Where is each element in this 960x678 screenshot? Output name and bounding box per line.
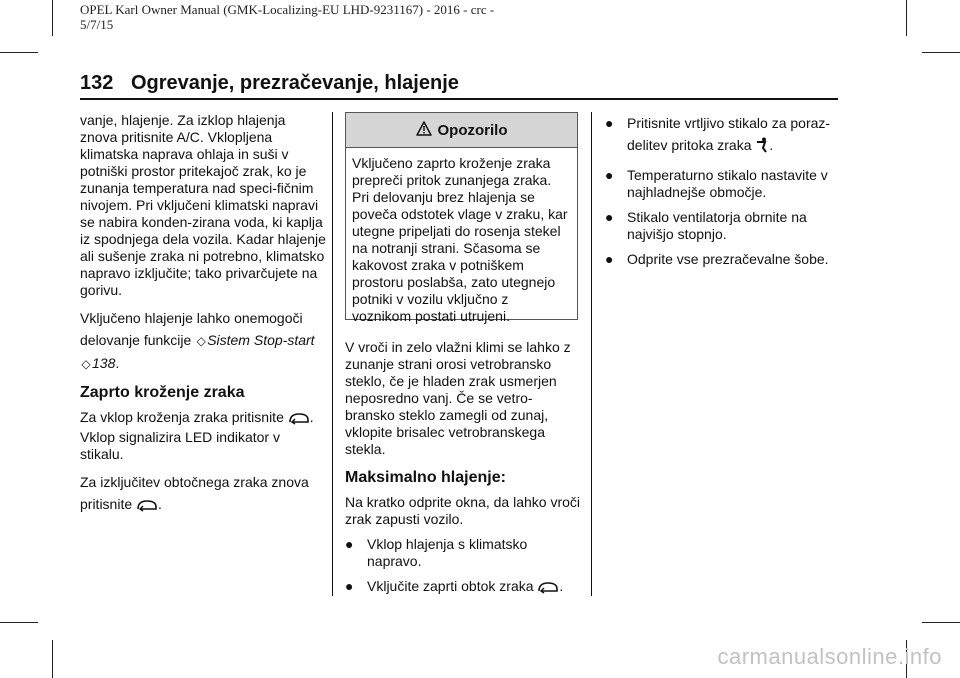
warning-icon	[416, 121, 432, 140]
page-number: 132	[80, 72, 114, 94]
meta-line-2: 5/7/15	[80, 17, 114, 32]
paragraph: vanje, hlajenje. Za izklop hlajenja znova pritisnite A/C. Vklopljena klimatska naprava ohlaja in suši v potniški prostor pritekajoč zrak, ko je zunanja temperatura nad speci-fičnim nivojem. Pri vključeni klimatski napravi se nabira konden-zirana voda, ki kaplja iz spodnjega dela vozila. Kadar hlajenje ali sušenje zraka ni potrebno, klimatsko napravo izklјučite; tako privarčujete na gorivu.	[80, 112, 326, 298]
crop-mark	[922, 622, 960, 623]
paragraph: V vroči in zelo vlažni klimi se lahko z zunanje strani orosi vetrobransko steklo, če je hladen zrak usmerjen neposredno vanj. Če se vetro-bransko steklo zamegli od zunaj, vklopite brisalec vetrobranskega stekla.	[345, 339, 571, 457]
column-1	[80, 112, 326, 526]
paragraph	[80, 307, 326, 375]
paragraph-text: Za vklop kroženja zraka pritisnite	[80, 409, 284, 425]
bullet-icon: ●	[605, 115, 614, 131]
paragraph-text: Za izključitev obtočnega zraka znova pritisnite	[80, 474, 309, 512]
warning-box	[345, 112, 578, 324]
list-item-text: Odprite vse prezračevalne šobe.	[627, 251, 829, 267]
list-item-text: Pritisnite vrtljivo stikalo za poraz-delitev pritoka zraka	[627, 115, 831, 153]
paragraph-text: Vključeno hlajenje lahko onemogoči delovanje funkcije	[80, 310, 303, 348]
list-item	[605, 112, 841, 159]
reference-arrow-icon: ◇	[81, 357, 91, 371]
watermark: carmanualsonline.info	[717, 644, 942, 669]
list-item-text: Stikalo ventilatorja obrnite na najvišjo stopnjo.	[627, 209, 807, 242]
crop-mark	[0, 52, 38, 53]
column-divider	[332, 112, 333, 596]
crop-mark	[0, 622, 38, 623]
list-item	[605, 209, 841, 243]
air-distribution-icon	[755, 137, 769, 159]
punctuation: .	[769, 137, 774, 153]
punctuation: .	[115, 355, 120, 371]
bullet-icon: ●	[605, 251, 614, 267]
section-heading: Zaprto kroženje zraka	[80, 384, 245, 401]
punctuation: .	[158, 496, 162, 512]
warning-header	[346, 113, 577, 148]
bullet-icon: ●	[605, 167, 614, 183]
list-item	[345, 536, 581, 570]
column-2	[345, 339, 581, 606]
bullet-icon: ●	[345, 536, 354, 552]
section-heading: Maksimalno hlajenje:	[345, 469, 506, 486]
document-meta	[80, 2, 540, 32]
paragraph: Na kratko odprite okna, da lahko vroči zrak zapusti vozilo.	[345, 494, 581, 527]
air-recirculation-icon	[136, 496, 158, 518]
list-item-text: Temperaturno stikalo nastavite v najhladnejše območje.	[627, 167, 828, 200]
crop-mark	[52, 0, 53, 36]
bullet-icon: ●	[605, 209, 614, 225]
crop-mark	[52, 640, 53, 678]
column-3	[605, 112, 841, 276]
reference-arrow-icon: ◇	[196, 334, 206, 348]
page-reference-link[interactable]: 138	[92, 355, 116, 371]
air-recirculation-icon	[288, 411, 310, 429]
paragraph	[80, 409, 326, 463]
list-item	[345, 578, 581, 598]
bullet-icon: ●	[345, 578, 354, 594]
paragraph	[80, 471, 326, 518]
punctuation: .	[559, 578, 564, 594]
crop-mark	[922, 52, 960, 53]
header-rule	[80, 98, 838, 100]
list-item	[605, 251, 841, 268]
warning-title: Opozorilo	[437, 121, 508, 139]
warning-body: Vključeno zaprto kroženje zraka prepreči pritok zunanjega zraka. Pri delovanju brez hlajenja se poveča odstotek vlage v zraku, kar utegne pripeljati do rosenja stekel na notranji strani. Sčasoma se kakovost zraka v potniškem prostoru poslabša, zato utegnejo potniki v vozilu vključno z voznikom postati utrujeni.	[352, 155, 568, 324]
column-divider	[591, 112, 592, 596]
air-recirculation-icon	[537, 580, 559, 598]
meta-line-1: OPEL Karl Owner Manual (GMK-Localizing-EU LHD-9231167) - 2016 - crc -	[80, 2, 495, 17]
list-item	[605, 167, 841, 201]
paragraph-text: . Vklop signalizira LED indikator v stikalu.	[80, 409, 314, 462]
list-item-text: Vključite zaprti obtok zraka	[367, 578, 534, 594]
page-heading	[80, 72, 459, 95]
list-item-text: Vklop hlajenja s klimatsko napravo.	[367, 536, 528, 569]
crop-mark	[906, 0, 907, 36]
section-title: Ogrevanje, prezračevanje, hlajenje	[130, 72, 459, 94]
cross-reference-link[interactable]: Sistem Stop-start	[207, 332, 315, 348]
